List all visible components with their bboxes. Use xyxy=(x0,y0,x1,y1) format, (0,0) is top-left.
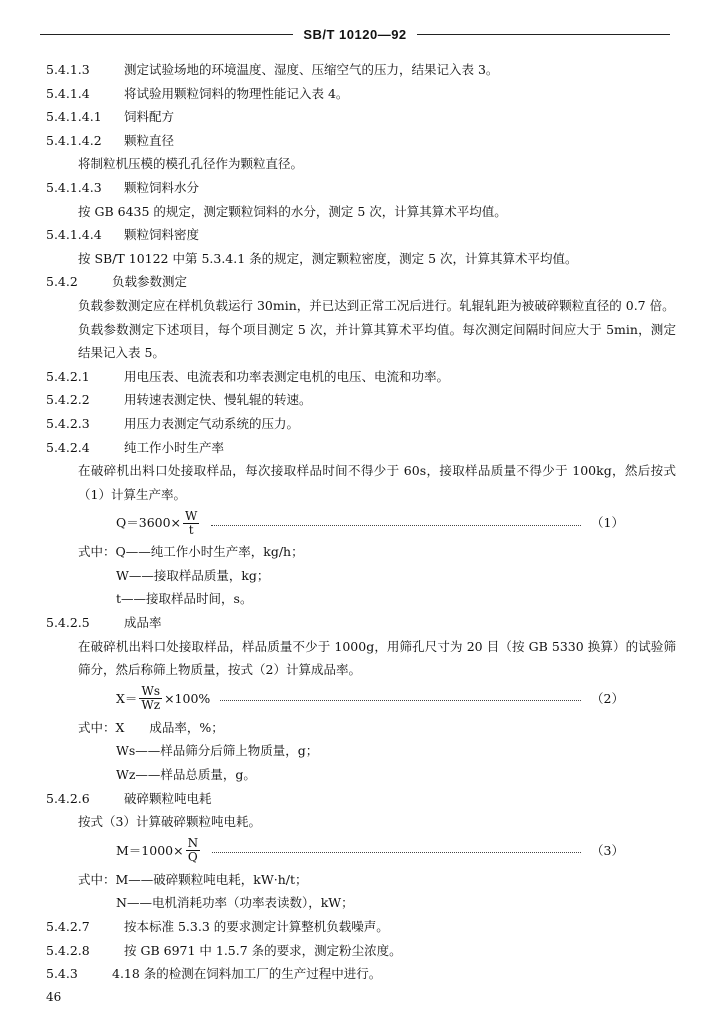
paragraph-load-items: 负载参数测定下述项目，每个项目测定 5 次，并计算其算术平均值。每次测定间隔时间应大于 5min，测定结果记入表 5。 xyxy=(78,321,676,361)
formula-3-lhs: M＝1000× xyxy=(116,843,184,859)
formula-2-numerator: Ws xyxy=(141,684,160,699)
header-rule-right xyxy=(417,34,670,35)
clause-5-4-2-5: 5.4.2.5 成品率 xyxy=(46,615,162,631)
formula-2-rest: ×100% xyxy=(164,691,211,707)
clause-5-4-1-4-1: 5.4.1.4.1 饲料配方 xyxy=(46,109,175,125)
where-w: W——接取样品质量，kg； xyxy=(116,567,270,583)
clause-5-4-3: 5.4.3 4.18 条的检测在饲料加工厂的生产过程中进行。 xyxy=(46,966,382,982)
clause-5-4-1-4-4: 5.4.1.4.4 颗粒饲料密度 xyxy=(46,227,200,243)
paragraph-density: 按 SB/T 10122 中第 5.3.4.1 条的规定，测定颗粒密度，测定 5 次，计算其算术平均值。 xyxy=(78,250,578,266)
formula-1-lhs: Q＝3600× xyxy=(116,515,182,531)
where-x: 式中：X 成品率，%； xyxy=(78,719,224,735)
clause-5-4-2-6: 5.4.2.6 破碎颗粒吨电耗 xyxy=(46,790,212,806)
clause-5-4-1-3: 5.4.1.3 测定试验场地的环境温度、湿度、压缩空气的压力，结果记入表 3。 xyxy=(46,62,499,77)
formula-2-fraction xyxy=(139,685,162,712)
page-header xyxy=(40,22,670,46)
formula-3-number: （3） xyxy=(591,843,624,859)
formula-2-denominator: Wz xyxy=(141,698,161,713)
formula-2-number: （2） xyxy=(591,691,624,707)
clause-5-4-2-3: 5.4.2.3 用压力表测定气动系统的压力。 xyxy=(46,415,300,431)
formula-3-fraction xyxy=(186,837,201,864)
formula-2-lhs: X＝ xyxy=(116,691,138,707)
clause-5-4-2-8: 5.4.2.8 按 GB 6971 中 1.5.7 条的要求，测定粉尘浓度。 xyxy=(46,942,402,958)
formula-3-denominator: Q xyxy=(187,850,198,865)
where-t: t——接取样品时间，s。 xyxy=(116,591,253,607)
where-m: 式中：M——破碎颗粒吨电耗，kW·h/t； xyxy=(78,871,308,887)
formula-1-denominator: t xyxy=(188,522,194,537)
formula-1-numerator: W xyxy=(185,508,198,523)
formula-3 xyxy=(46,834,676,868)
clause-5-4-2: 5.4.2 负载参数测定 xyxy=(46,274,188,290)
where-n: N——电机消耗功率（功率表读数），kW； xyxy=(116,895,354,911)
formula-1-fraction xyxy=(183,510,199,537)
clause-5-4-2-4: 5.4.2.4 纯工作小时生产率 xyxy=(46,439,225,455)
where-wz: Wz——样品总质量，g。 xyxy=(116,767,256,783)
standard-number: SB/T 10120—92 xyxy=(303,26,407,42)
paragraph-particle-diameter: 将制粒机压模的模孔孔径作为颗粒直径。 xyxy=(78,156,304,172)
paragraph-load-test: 负载参数测定应在样机负载运行 30min，并已达到正常工况后进行。轧辊轧距为被破碎颗粒直径的 0.7 倍。 xyxy=(78,297,675,313)
formula-1-number: （1） xyxy=(591,515,624,531)
formula-1-leader xyxy=(211,525,581,526)
formula-2-leader xyxy=(220,700,581,701)
formula-3-leader xyxy=(212,852,581,853)
body-text xyxy=(46,58,676,986)
formula-2 xyxy=(46,682,676,716)
formula-3-numerator: N xyxy=(187,836,199,851)
page-number: 46 xyxy=(46,990,62,1004)
clause-5-4-1-4: 5.4.1.4 将试验用颗粒饲料的物理性能记入表 4。 xyxy=(46,85,349,101)
formula-1 xyxy=(46,506,676,540)
paragraph-energy: 按式（3）计算破碎颗粒吨电耗。 xyxy=(78,814,261,830)
clause-5-4-1-4-3: 5.4.1.4.3 颗粒饲料水分 xyxy=(46,179,200,195)
clause-5-4-2-7: 5.4.2.7 按本标准 5.3.3 的要求测定计算整机负载噪声。 xyxy=(46,919,389,934)
clause-5-4-1-4-2: 5.4.1.4.2 颗粒直径 xyxy=(46,132,175,148)
paragraph-yield: 在破碎机出料口处接取样品，样品质量不少于 1000g，用筛孔尺寸为 20 目（按 GB 5330 换算）的试验筛筛分，然后称筛上物质量，按式（2）计算成品率。 xyxy=(78,638,676,678)
paragraph-moisture: 按 GB 6435 的规定，测定颗粒饲料的水分，测定 5 次，计算其算术平均值。 xyxy=(78,203,507,219)
clause-5-4-2-2: 5.4.2.2 用转速表测定快、慢轧辊的转速。 xyxy=(46,392,312,408)
paragraph-productivity: 在破碎机出料口处接取样品，每次接取样品时间不得少于 60s，接取样品质量不得少于 100kg，然后按式（1）计算生产率。 xyxy=(78,463,676,502)
where-q: 式中：Q——纯工作小时生产率，kg/h； xyxy=(78,544,304,560)
header-rule-left xyxy=(40,34,293,35)
clause-5-4-2-1: 5.4.2.1 用电压表、电流表和功率表测定电机的电压、电流和功率。 xyxy=(46,368,450,384)
where-ws: Ws——样品筛分后筛上物质量，g； xyxy=(116,743,319,759)
